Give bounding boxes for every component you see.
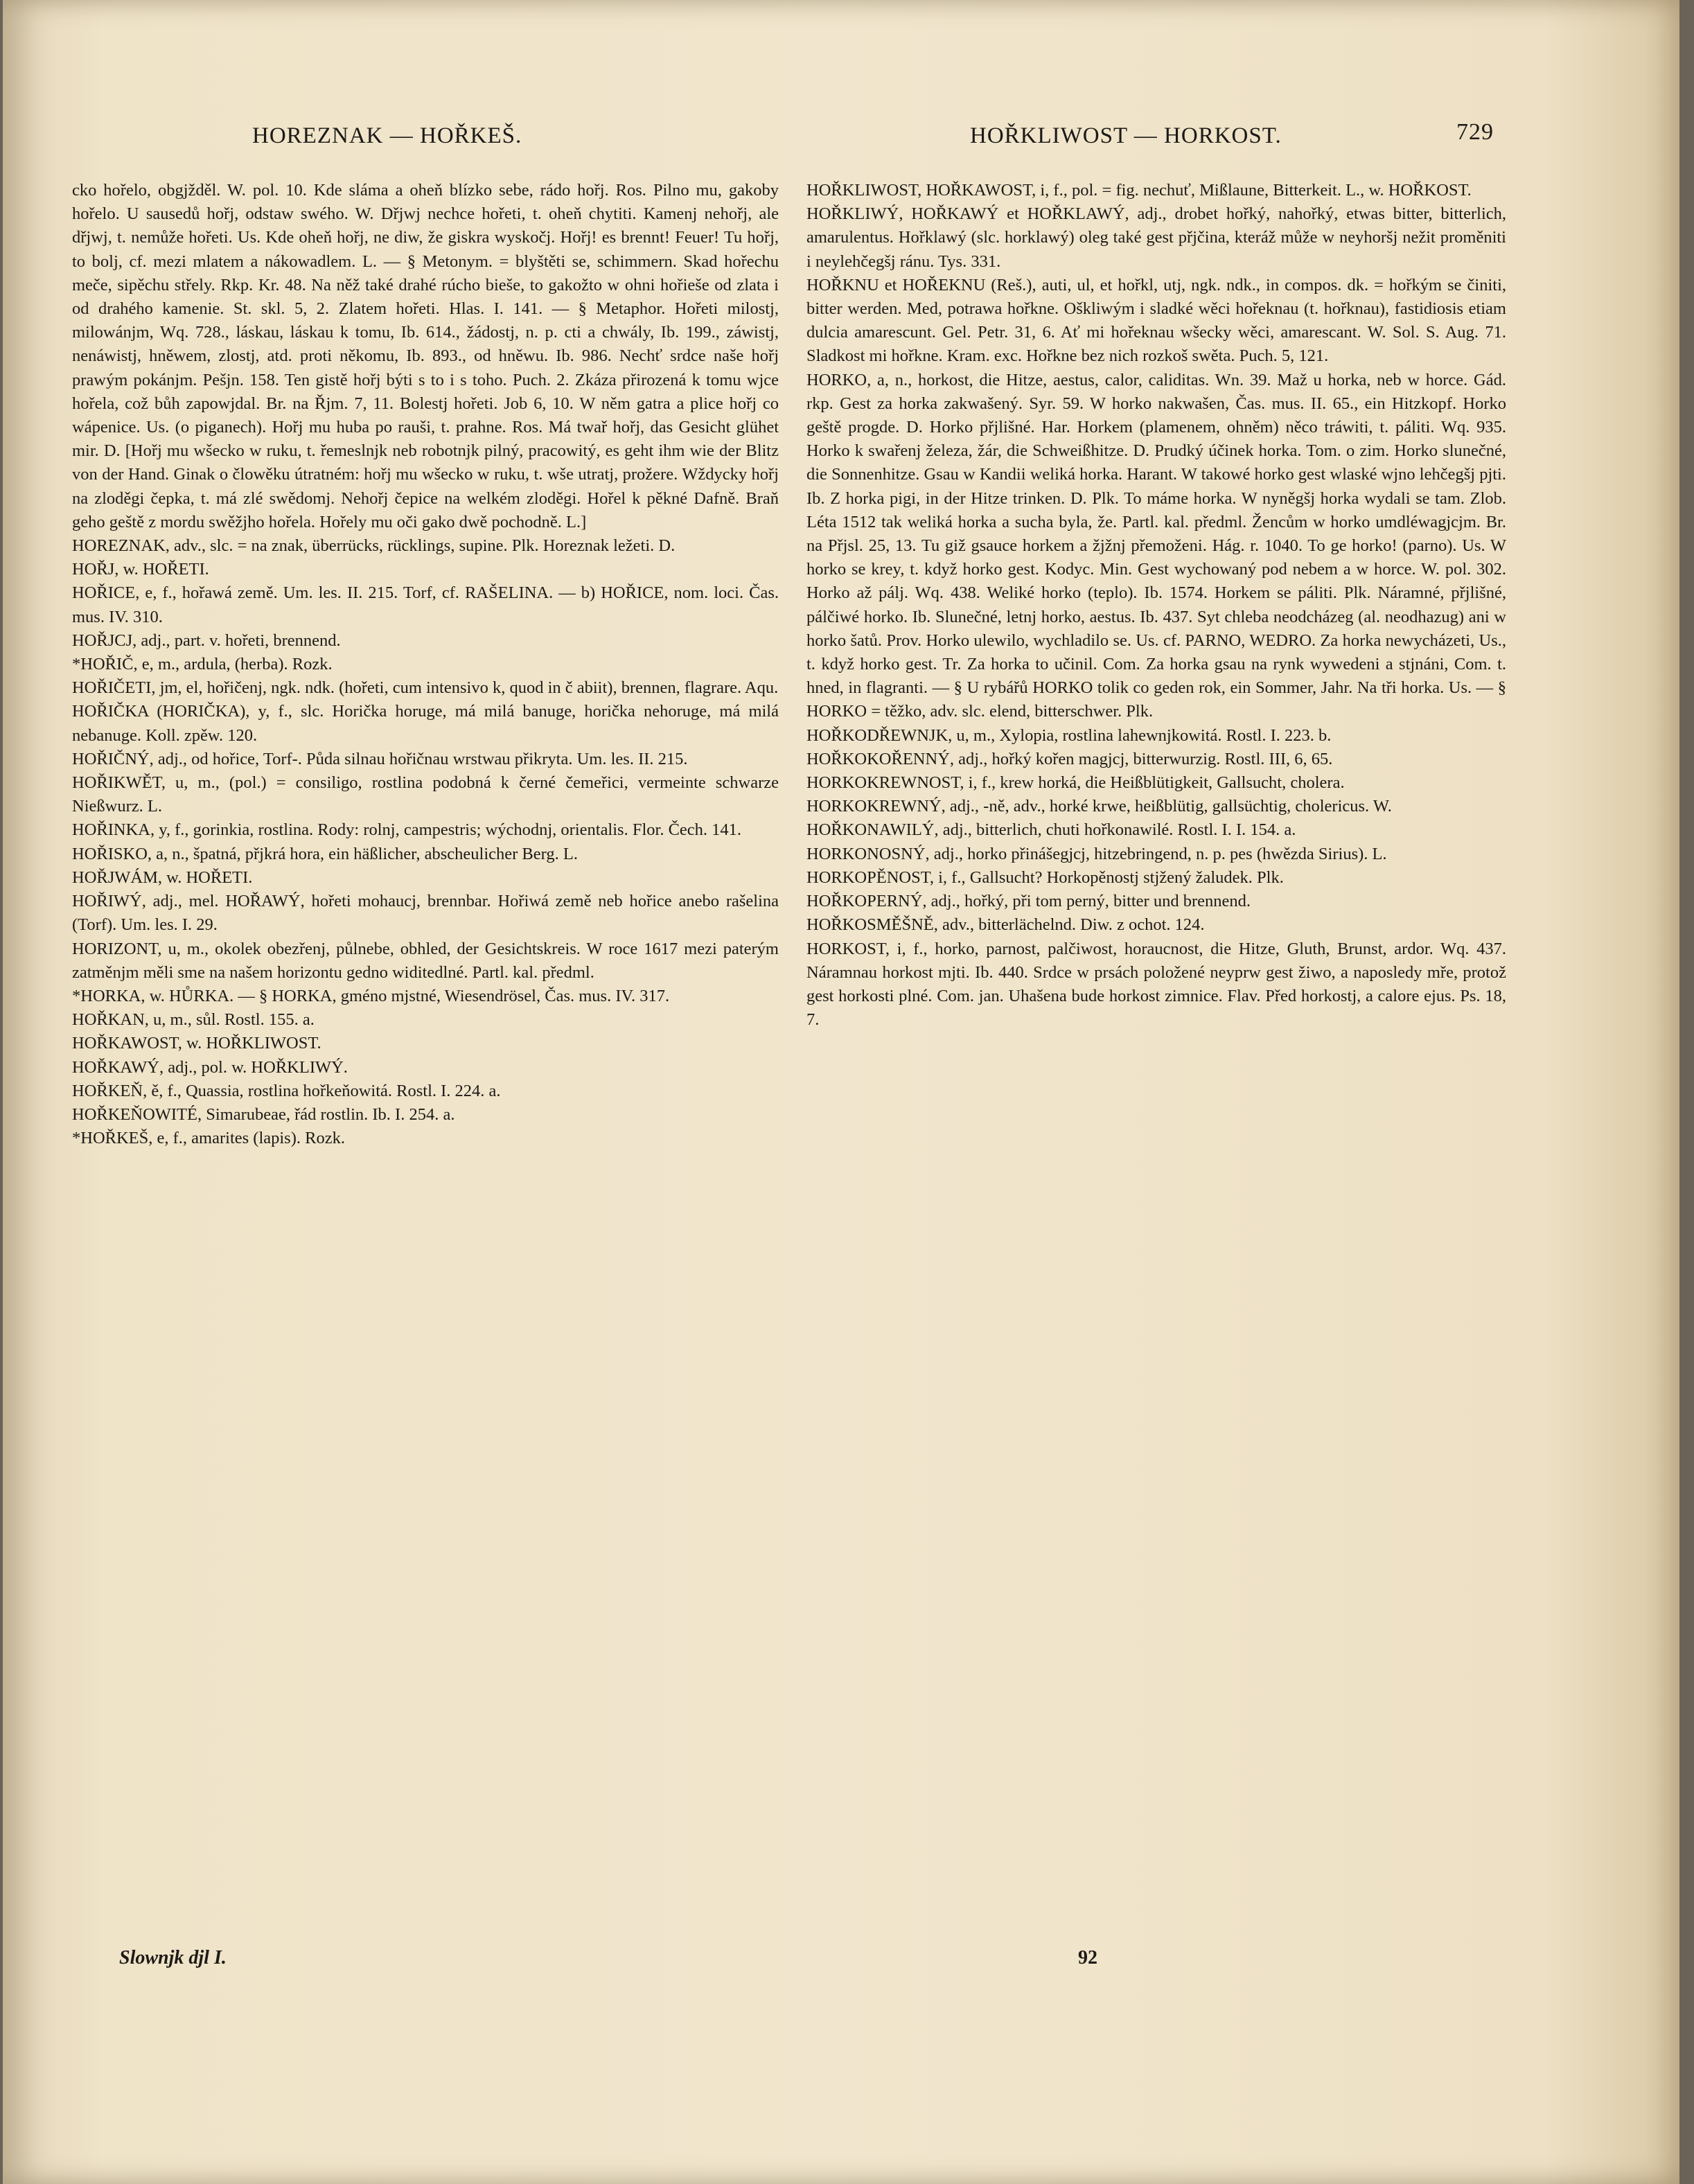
entry-horken: HOŘKEŇ, ě, f., Quassia, rostlina hořkeňowitá. Rostl. I. 224. a. [72, 1081, 501, 1100]
entry-horice: HOŘICE, e, f., hořawá země. Um. les. II. 215. Torf, cf. RAŠELINA. — b) HOŘICE, nom. loci. Čas. mus. IV. 310. [72, 583, 779, 626]
entry-horicny: HOŘIČNÝ, adj., od hořice, Torf-. Půda silnau hořičnau wrstwau přikryta. Um. les. II. 215. [72, 749, 688, 768]
left-running-head: HOREZNAK — HOŘKEŠ. [252, 123, 522, 148]
left-column [72, 179, 779, 1150]
entry-horicka: HOŘIČKA (HORIČKA), y, f., slc. Horička horuge, má milá banuge, horička nehoruge, má milá nebanuge. Koll. zpěw. 120. [72, 702, 779, 745]
entry-horkawost: HOŘKAWOST, w. HOŘKLIWOST. [72, 1034, 321, 1053]
entry-horko: HORKO, a, n., horkost, die Hitze, aestus, calor, caliditas. Wn. 39. Maž u horka, neb w horce. Gád. rkp. Gest za horka zakwašený. Syr. 59. W horko nakwašen, Čas. mus. II. 65., ein Hitzkopf. Horko geště progde. D. Horko přjlišné. Har. Horkem (plamenem, ohněm) něco tráwiti, t. páliti. Wq. 935. Horko k swařenj železa, žár, die Schweißhitze. D. Prudký účinek horka. Tom. o zim. Horko slunečné, die Sonnenhitze. Gsau w Kandii weliká horka. Harant. W takowé horko gest wlaské wjno lehčegšj pjti. Ib. Z horka pigi, in der Hitze trinken. D. Plk. To máme horka. W nyněgšj horka wydali se tam. Zlob. Léta 1512 tak weliká horka a sucha byla, že. Partl. kal. předml. Žencům w horko umdléwagjcjm. Br. na Přjsl. 25, 13. Tu giž gsauce horkem a žjžnj přemoženi. Hág. r. 1040. To ge horko! (parno). Us. W horko se krey, t. když horko gest. Kodyc. Min. Gest wychowaný pod nebem a w horce. W. pol. 302. Horko až pálj. Wq. 438. Weliké horko (teplo). Ib. 1574. Horkem se páliti. Plk. Náramné, přjlišné, pálčiwé horko. Ib. Slunečné, letnj horko, aestus. Ib. 437. Syt chleba neodcházeg (al. neodhazug) ani w horko šatů. Prov. Horko ulewilo, wychladilo se. Us. cf. PARNO, WEDRO. Za horka newycházeti, Us., t. když horko gest. Tr. Za horka to učinil. Com. Za horka gsau na rynk wywedeni a stjnáni, Com. t. hned, in flagranti. — § U rybářů HORKO tolik co geden rok, ein Sommer, Jahr. Na tři horka. Us. — § HORKO = těžko, adv. slc. elend, bitterschwer. Plk. [806, 370, 1506, 721]
entry-horkliwost: HOŘKLIWOST, HOŘKAWOST, i, f., pol. = fig. nechuť, Mißlaune, Bitterkeit. L., w. HOŘKOST. [806, 181, 1472, 200]
entry-horic: *HOŘIČ, e, m., ardula, (herba). Rozk. [72, 655, 333, 674]
entry-horkonawily: HOŘKONAWILÝ, adj., bitterlich, chuti hořkonawilé. Rostl. I. I. 154. a. [806, 820, 1296, 840]
entry-horka: *HORKA, w. HŮRKA. — § HORKA, gméno mjstné, Wiesendrösel, Čas. mus. IV. 317. [72, 986, 670, 1005]
entry-horkokorenny: HOŘKOKOŘENNÝ, adj., hořký kořen magjcj, bitterwurzig. Rostl. III, 6, 65. [806, 749, 1333, 768]
entry-horjcj: HOŘJCJ, adj., part. v. hořeti, brennend. [72, 631, 341, 650]
entry-horinka: HOŘINKA, y, f., gorinkia, rostlina. Rody: rolnj, campestris; wýchodnj, orientalis. Flor. Čech. 141. [72, 820, 742, 840]
page-header [3, 119, 1679, 158]
entry-horizont: HORIZONT, u, m., okolek obezřenj, půlnebe, obhled, der Gesichtskreis. W roce 1617 mezi paterým zatměnjm měli sme na našem horizontu gedno widitedlné. Partl. kal. předml. [72, 939, 779, 982]
signature-mark: Slownjk djl I. [119, 1947, 227, 1969]
entry-horiwy: HOŘIWÝ, adj., mel. HOŘAWÝ, hořeti mohaucj, brennbar. Hořiwá země neb hořice anebo rašelina (Torf). Um. les. I. 29. [72, 892, 779, 935]
entry-horikwet: HOŘIKWĚT, u, m., (pol.) = consiligo, rostlina podobná k černé čemeřici, vermeinte schwarze Nießwurz. L. [72, 773, 779, 816]
sheet-number: 92 [1078, 1947, 1097, 1969]
entry-horkliwy: HOŘKLIWÝ, HOŘKAWÝ et HOŘKLAWÝ, adj., drobet hořký, nahořký, etwas bitter, bitterlich, amarulentus. Hořklawý (slc. horklawý) oleg také gest přjčina, kteráž může w neyhoršj nežit proměniti i neylehčegšj ránu. Tys. 331. [806, 204, 1506, 271]
entry-horkenowite: HOŘKEŇOWITÉ, Simarubeae, řád rostlin. Ib. I. 254. a. [72, 1104, 455, 1124]
entry-horkost: HORKOST, i, f., horko, parnost, palčiwost, horaucnost, die Hitze, Gluth, Brunst, ardor. Wq. 437. Náramnau horkost mjti. Ib. 440. Srdce w prsách položené neyprw gest žiwo, a naposledy mře, protož gest horkosti plné. Com. jan. Uhašena bude horkost zimnice. Flav. Před horkostj, a calore ejus. Ps. 18, 7. [806, 939, 1506, 1030]
right-column [806, 179, 1506, 1032]
entry-horjwam: HOŘJWÁM, w. HOŘETI. [72, 868, 253, 887]
dictionary-page [3, 0, 1679, 2184]
entry-horkan: HOŘKAN, u, m., sůl. Rostl. 155. a. [72, 1010, 315, 1030]
entry-horkokrewnost: HORKOKREWNOST, i, f., krew horká, die Heißblütigkeit, Gallsucht, cholera. [806, 773, 1345, 793]
entry-horkoperny: HOŘKOPERNÝ, adj., hořký, při tom perný, bitter und brennend. [806, 892, 1251, 911]
entry-horj: HOŘJ, w. HOŘETI. [72, 560, 209, 579]
entry-horkawy: HOŘKAWÝ, adj., pol. w. HOŘKLIWÝ. [72, 1057, 348, 1077]
page-number: 729 [1456, 119, 1494, 145]
entry-continuation: cko hořelo, obgjžděl. W. pol. 10. Kde sláma a oheň blízko sebe, rádo hořj. Ros. Pilno mu, gakoby hořelo. U sausedů hořj, odstaw swého. W. Dřjwj nechce hořeti, t. oheň chytiti. Kamenj nehořj, ale dřjwj, t. nemůže hořeti. Us. Kde oheň hořj, ne diw, že giskra wyskočj. Hořj! es brennt! Feuer! Tu hořj, to bolj, cf. mezi mlatem a nákowadlem. L. — § Metonym. = blyštěti se, schimmern. Skad hořechu meče, sipěchu střely. Rkp. Kr. 48. Na něž také drahé rúcho bieše, to gakožto w ohni hořieše od zlata i od drahého kamenie. St. skl. 5, 2. Zlatem hořeti. Hlas. I. 141. — § Metaphor. Hořeti milostj, milowánjm, Wq. 728., láskau, láskau k tomu, Ib. 614., žádostj, n. p. cti a chwály, Ib. 199., záwistj, nenáwistj, hněwem, zlostj, atd. proti někomu, Ib. 893., od hněwu. Ib. 986. Nechť srdce naše hořj prawým pokánjm. Pešjn. 158. Ten gistě hořj býti s to i s toho. Puch. 2. Zkáza přirozená k tomu wjce hořela, což bůh zapowjdal. Br. na Řjm. 7, 11. Bolestj hořeti. Job 6, 10. W něm gatra a plice hořj co wápenice. Us. (o piganech). Hořj mu huba po rauši, t. prahne. Ros. Má twař hořj, das Gesicht glühet mir. D. [Hořj mu wšecko w ruku, t. řemeslnjk neb robotnjk pilný, pracowitý, es geht ihm wie der Blitz von der Hand. Ginak o člowěku útratném: hořj mu wšecko w ruku, t. wše utratj, prožere. Wždycky hořj na zloděgi čepka, t. má zlé swědomj. Nehořj čepice na welkém zloděgi. Hořel k pěkné Dafně. Braň geho geště z mordu swěžjho hořela. Hořely mu oči gako dwě pochodně. L.] [72, 181, 779, 531]
entry-horkosmesne: HOŘKOSMĚŠNĚ, adv., bitterlächelnd. Diw. z ochot. 124. [806, 915, 1205, 935]
entry-horeznak: HOREZNAK, adv., slc. = na znak, überrücks, rücklings, supine. Plk. Horeznak ležeti. D. [72, 536, 676, 556]
entry-horkopenost: HORKOPĚNOST, i, f., Gallsucht? Horkopěnostj stjžený žaludek. Plk. [806, 868, 1284, 887]
entry-horknu: HOŘKNU et HOŘEKNU (Reš.), auti, ul, et hořkl, utj, ngk. ndk., in compos. dk. = hořkým se činiti, bitter werden. Med, potrawa hořkne. Oškliwým i sladké wěci hořeknau (t. hořknau), fastidiosis etiam dulcia amarescunt. Gel. Petr. 31, 6. Ať mi hořeknau wšecky wěci, amarescant. W. Sol. S. Aug. 71. Sladkost mi hořkne. Kram. exc. Hořkne bez nich rozkoš swěta. Puch. 5, 121. [806, 275, 1506, 366]
entry-horisko: HOŘISKO, a, n., špatná, přjkrá hora, ein häßlicher, abscheulicher Berg. L. [72, 844, 578, 863]
entry-horiceti: HOŘIČETI, jm, el, hořičenj, ngk. ndk. (hořeti, cum intensivo k, quod in č abiit), brennen, flagrare. Aqu. [72, 678, 779, 698]
entry-horkodrewnjk: HOŘKODŘEWNJK, u, m., Xylopia, rostlina lahewnjkowitá. Rostl. I. 223. b. [806, 725, 1332, 745]
entry-horkes: *HOŘKEŠ, e, f., amarites (lapis). Rozk. [72, 1129, 345, 1148]
right-running-head: HOŘKLIWOST — HORKOST. [970, 123, 1282, 148]
entry-horkokrewny: HORKOKREWNÝ, adj., -ně, adv., horké krwe, heißblütig, gallsüchtig, cholericus. W. [806, 797, 1392, 816]
entry-horkonosny: HORKONOSNÝ, adj., horko přinášegjcj, hitzebringend, n. p. pes (hwězda Sirius). L. [806, 844, 1387, 863]
